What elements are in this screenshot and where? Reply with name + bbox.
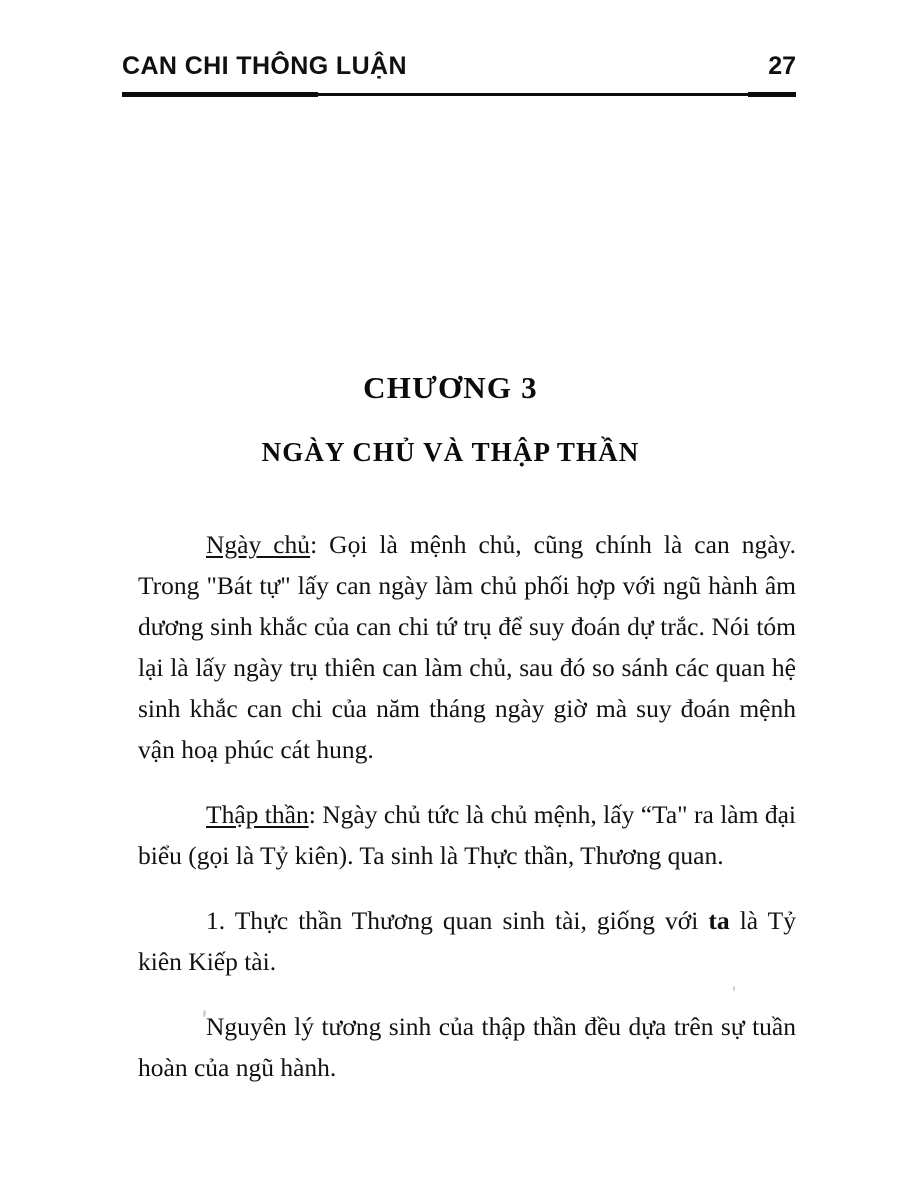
- lead-separator-2: :: [308, 800, 323, 829]
- paragraph-thap-than: [138, 794, 796, 876]
- lead-term-thap-than: Thập thần: [206, 800, 309, 829]
- header-rule: [122, 92, 796, 97]
- emphasis-ta: ta: [708, 906, 730, 935]
- paragraph-body-4: Nguyên lý tương sinh của thập thần đều dựa trên sự tuần hoàn của ngũ hành.: [138, 1012, 796, 1082]
- body-text-column: [138, 524, 796, 1088]
- running-head: [122, 52, 796, 92]
- paragraph-ngay-chu: [138, 524, 796, 770]
- header-rule-left: [122, 92, 318, 97]
- header-rule-right: [748, 92, 796, 97]
- paragraph-body-3-before: 1. Thực thần Thương quan sinh tài, giống với: [206, 906, 709, 935]
- running-head-title: CAN CHI THÔNG LUẬN: [122, 52, 407, 80]
- lead-term-ngay-chu: Ngày chủ: [206, 530, 311, 559]
- scan-speck: [203, 1010, 206, 1017]
- lead-separator-1: :: [310, 530, 330, 559]
- scan-speck: [733, 986, 735, 991]
- chapter-number: CHƯƠNG 3: [363, 370, 538, 405]
- paragraph-body-2: Ngày chủ tức là chủ mệnh, lấy “Ta" ra làm đại biểu (gọi là Tỷ kiên). Ta sinh là Thực thần, Thương quan.: [138, 800, 796, 870]
- paragraph-body-1: Gọi là mệnh chủ, cũng chính là can ngày. Trong "Bát tự" lấy can ngày làm chủ phối hợp với ngũ hành âm dương sinh khắc của can chi tứ trụ để suy đoán dự trắc. Nói tóm lại là lấy ngày trụ thiên can làm chủ, sau đó so sánh các quan hệ sinh khắc can chi của năm tháng ngày giờ mà suy đoán mệnh vận hoạ phúc cát hung.: [138, 530, 796, 764]
- page-number: 27: [768, 52, 796, 80]
- chapter-title: NGÀY CHỦ VÀ THẬP THẦN: [261, 437, 640, 467]
- paragraph-nguyen-ly: [138, 1006, 796, 1088]
- paragraph-item-1: [138, 900, 796, 982]
- paragraph-body-3-after: là Tỷ kiên Kiếp tài.: [138, 906, 797, 976]
- header-rule-middle: [318, 93, 748, 96]
